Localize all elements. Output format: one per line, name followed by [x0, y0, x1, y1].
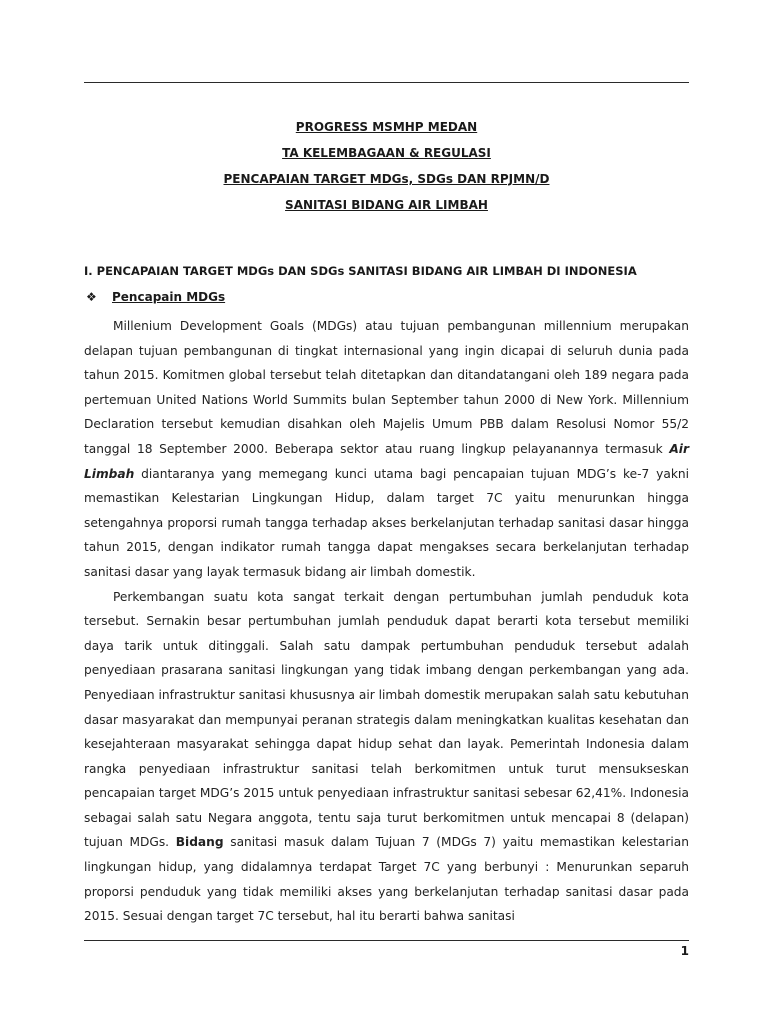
diamond-bullet-icon: ❖ — [86, 290, 97, 304]
paragraph-2-part-1: Perkembangan suatu kota sangat terkait dengan pertumbuhan jumlah penduduk kota tersebut. Sernakin besar pertumbuhan jumlah penduduk dapat berarti kota tersebut memiliki daya tarik untuk ditinggali. Salah satu dampak pertumbuhan penduduk tersebut adalah penyediaan prasarana sanitasi lingkungan yang tidak imbang dengan perkembangan yang ada. Penyediaan infrastruktur sanitasi khususnya air limbah domestik merupakan salah satu kebutuhan dasar masyarakat dan mempunyai peranan strategis dalam meningkatkan kualitas kesehatan dan kesejahteraan masyarakat sehingga dapat hidup sehat dan layak. Pemerintah Indonesia dalam rangka penyediaan infrastruktur sanitasi telah berkomitmen untuk turut mensukseskan pencapaian target MDG’s 2015 untuk penyediaan infrastruktur sanitasi sebesar 62,41%. Indonesia sebagai salah satu Negara anggota, tentu saja turut berkomitmen untuk mencapai 8 (delapan) tujuan MDGs. — [84, 589, 689, 850]
subheading — [86, 290, 691, 304]
paragraph-1-part-2: diantaranya yang memegang kunci utama bagi pencapaian tujuan MDG’s ke-7 yakni memastikan Kelestarian Lingkungan Hidup, dalam target 7C yaitu menurunkan hingga setengahnya proporsi rumah tangga terhadap akses berkelanjutan terhadap sanitasi dasar hingga tahun 2015, dengan indikator rumah tangga dapat mengakses secara berkelanjutan terhadap sanitasi dasar yang layak termasuk bidang air limbah domestik. — [84, 466, 689, 579]
title-line-3: PENCAPAIAN TARGET MDGs, SDGs DAN RPJMN/D — [223, 172, 550, 186]
section-heading: I. PENCAPAIAN TARGET MDGs DAN SDGs SANITASI BIDANG AIR LIMBAH DI INDONESIA — [84, 264, 637, 278]
paragraph-1-part-1: Millenium Development Goals (MDGs) atau tujuan pembangunan millennium merupakan delapan tujuan pembangunan di tingkat internasional yang ingin dicapai di seluruh dunia pada tahun 2015. Komitmen global tersebut telah ditetapkan dan ditandatangani oleh 189 negara pada pertemuan United Nations World Summits bulan September tahun 2000 di New York. Millennium Declaration tersebut kemudian disahkan oleh Majelis Umum PBB dalam Resolusi Nomor 55/2 tanggal 18 September 2000. Beberapa sektor atau ruang lingkup pelayanannya termasuk — [84, 319, 689, 456]
header-rule — [84, 82, 689, 83]
body-text — [84, 314, 689, 929]
title-line-1: PROGRESS MSMHP MEDAN — [295, 120, 478, 134]
paragraph-2-part-2: sanitasi masuk dalam Tujuan 7 (MDGs 7) yaitu memastikan kelestarian lingkungan hidup, yang didalamnya terdapat Target 7C yang berbunyi : Menurunkan separuh proporsi penduduk yang tidak memiliki akses yang berkelanjutan terhadap sanitasi dasar pada 2015. Sesuai dengan target 7C tersebut, hal itu berarti bahwa sanitasi — [84, 835, 689, 924]
title-line-4: SANITASI BIDANG AIR LIMBAH — [285, 198, 488, 212]
paragraph-1-emphasis: Air Limbah — [84, 441, 689, 481]
footer-rule — [84, 940, 689, 941]
title-line-2: TA KELEMBAGAAN & REGULASI — [282, 146, 491, 160]
paragraph-1 — [84, 314, 689, 585]
document-title-block — [84, 114, 689, 218]
page-number: 1 — [680, 944, 689, 958]
paragraph-2 — [84, 585, 689, 929]
subheading-label: Pencapain MDGs — [112, 290, 226, 304]
paragraph-2-bold: Bidang — [175, 835, 224, 850]
